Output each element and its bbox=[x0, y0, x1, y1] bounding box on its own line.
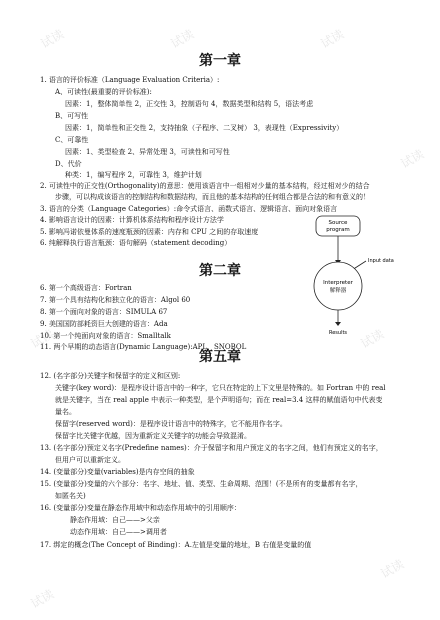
text-line: 保留字比关键字优越，因为重新定义关键字的功能会导致混淆。 bbox=[55, 432, 251, 440]
text-line: 关键字(key word)：是程序设计语言中的一种字，它只在特定的上下文里是特殊的。如 Fortran 中的 real bbox=[55, 384, 386, 392]
input-data-label: Input data bbox=[368, 258, 394, 264]
text-line: 17. 绑定的概念(The Concept of Binding)：A.左值是变量的地址，B 右值是变量的值 bbox=[40, 541, 312, 549]
interpreter-cn-label: 解释器 bbox=[329, 288, 347, 294]
text-line: 动态作用域：自己——>调用者 bbox=[70, 528, 167, 536]
watermark: 试读 bbox=[168, 26, 197, 51]
text-line: C、可靠性 bbox=[55, 136, 89, 144]
text-line: 2. 可读性中的正交性(Orthogonality)的意思：使用该语言中一组相对少量的基本结构，经过相对少的结合 bbox=[40, 182, 370, 190]
text-line: 16. (变量部分)变量在静态作用域中和动态作用域中的引用顺序： bbox=[40, 504, 241, 512]
watermark: 试读 bbox=[398, 146, 427, 171]
text-line: 静态作用域：自己——>父亲 bbox=[70, 516, 160, 524]
watermark: 试读 bbox=[38, 26, 67, 51]
chapter-heading: 第一章 bbox=[199, 53, 241, 69]
text-line: 1. 语言的评价标准（Language Evaluation Criteria）: bbox=[40, 76, 220, 84]
text-line: 7. 第一个具有结构化和独立化的语言：Algol 60 bbox=[40, 296, 191, 304]
program-label: program bbox=[326, 227, 350, 233]
arrow-head bbox=[335, 322, 341, 326]
text-line: 9. 美国国防部耗资巨大创建的语言：Ada bbox=[40, 320, 168, 328]
text-line: 6. 纯解释执行语言瓶颈：语句解码（statement decoding） bbox=[40, 239, 232, 247]
chapter-heading: 第二章 bbox=[199, 263, 241, 279]
watermark: 试读 bbox=[378, 556, 407, 581]
text-line: 10. 第一个纯面向对象的语言：Smalltalk bbox=[40, 332, 171, 340]
text-line: 步骤，可以构成该语言的控制结构和数据结构，而且他的基本结构的任何组合都是合法的和有意义的！ bbox=[55, 193, 370, 201]
watermark: 试读 bbox=[358, 326, 387, 351]
text-line: 8. 第一个面向对象的语言：SIMULA 67 bbox=[40, 308, 168, 316]
text-line: 14. (变量部分)变量(variables)是内存空间的抽象 bbox=[40, 468, 195, 476]
text-line: 但用户可以重新定义。 bbox=[55, 456, 125, 464]
text-line: 因素：1，整体简单性 2，正交性 3，控制语句 4，数据类型和结构 5，语法考虑 bbox=[65, 100, 314, 108]
text-line: A、可读性(最重要的评价标准): bbox=[55, 88, 152, 96]
text-line: 就是关键字，当在 real apple 中表示一种类型，是个声明语句；而在 real=3.4 这样的赋值语句中代表变 bbox=[55, 396, 383, 404]
text-line: 保留字(reserved word)：是程序设计语言中的特殊字，它不能用作名字。 bbox=[55, 420, 287, 428]
source-program-box bbox=[316, 216, 360, 236]
text-line: 5. 影响冯诺依曼体系的速度瓶颈的因素：内存和 CPU 之间的存取速度 bbox=[40, 228, 259, 236]
text-line: 如匿名关) bbox=[55, 492, 86, 500]
interpreter-label: Interpreter bbox=[323, 280, 353, 286]
text-line: 11. 两个早期的动态语言(Dynamic Language):APL、SNOBOL bbox=[40, 343, 247, 351]
watermark: 试读 bbox=[28, 586, 57, 611]
text-line: 因素：1，简单性和正交性 2，支持抽象（子程序、二叉树） 3，表现性（Expressivity） bbox=[65, 124, 344, 132]
text-line: D、代价 bbox=[55, 160, 82, 168]
interpreter-circle bbox=[314, 262, 362, 310]
watermark: 试读 bbox=[318, 26, 347, 51]
results-label: Results bbox=[328, 330, 348, 336]
source-label: Source bbox=[328, 220, 348, 226]
text-line: 量名。 bbox=[55, 408, 76, 416]
chapter-heading: 第五章 bbox=[199, 349, 241, 365]
text-line: 4. 影响语言设计的因素：计算机体系结构和程序设计方法学 bbox=[40, 216, 224, 224]
text-line: 6. 第一个高级语言：Fortran bbox=[40, 284, 132, 292]
interpreter-diagram bbox=[298, 214, 408, 362]
text-line: 种类：1，编写程序 2，可靠性 3，维护计划 bbox=[65, 171, 202, 179]
text-line: 13. (名字部分)预定义名字(Predefine names)：介于保留字和用户预定义的名字之间，他们有预定义的名字， bbox=[40, 444, 383, 452]
watermark: 试读 bbox=[28, 326, 57, 351]
text-line: 因素：1、类型检查 2、异常处理 3，可读性和可写性 bbox=[65, 148, 230, 156]
text-line: 15. (变量部分)变量的六个部分：名字、地址、值、类型、生命周期、范围！(不是所有的变量都有名字， bbox=[40, 480, 363, 488]
text-line: 12. (名字部分)关键字和保留字的定义和区别: bbox=[40, 372, 181, 380]
text-line: 3. 语言的分类（Language Categories）:命令式语言、函数式语言、逻辑语言、面向对象语言 bbox=[40, 205, 338, 213]
text-line: B、可写性 bbox=[55, 112, 89, 120]
